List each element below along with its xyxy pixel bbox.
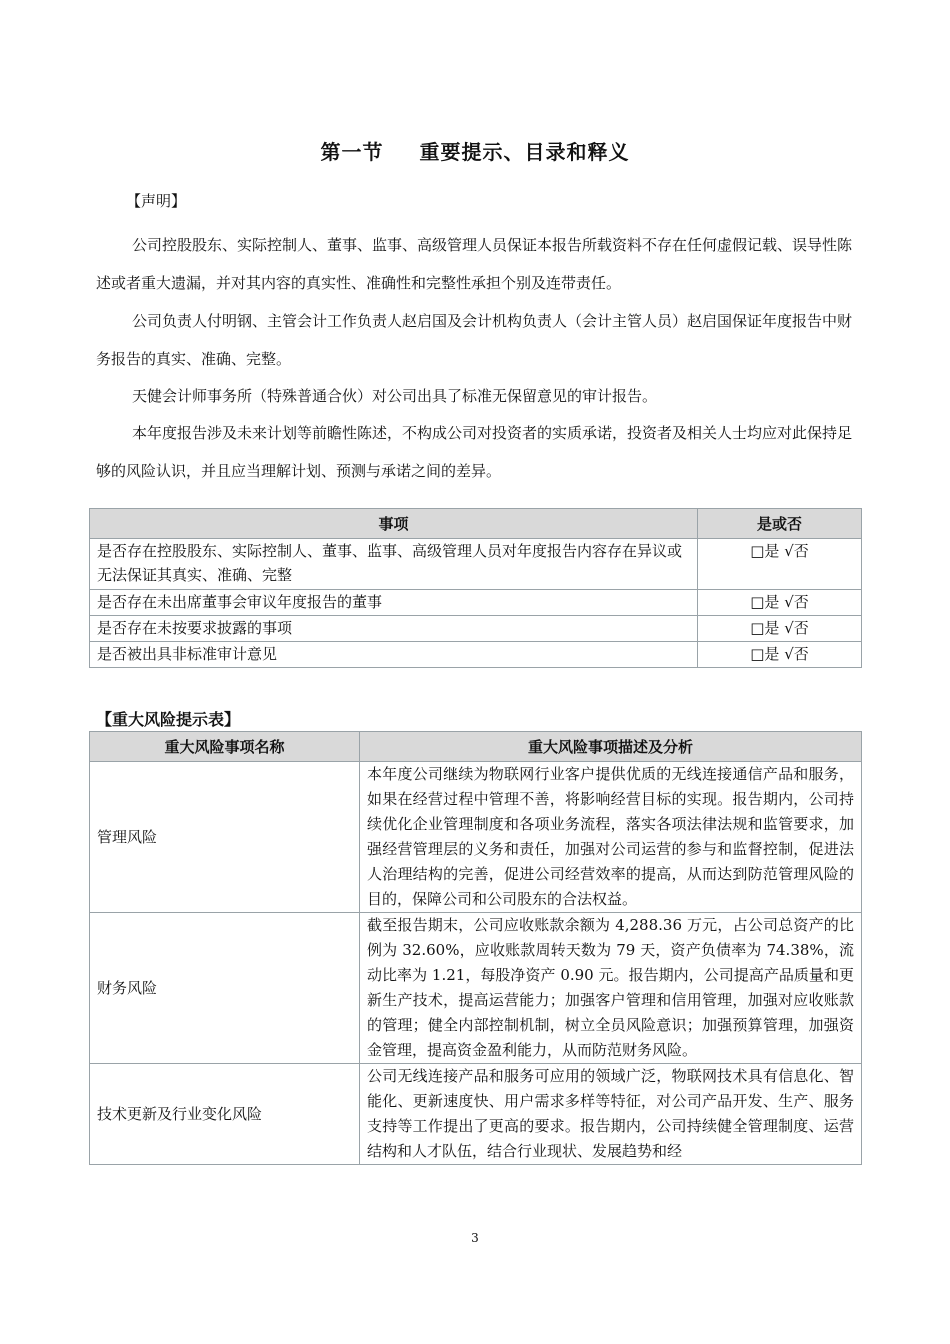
page-number: 3 bbox=[471, 1231, 479, 1245]
matter-answer: □是 √否 bbox=[698, 642, 862, 668]
matter-item: 是否存在未出席董事会审议年度报告的董事 bbox=[90, 590, 698, 616]
table-row bbox=[90, 590, 862, 616]
matter-item: 是否存在控股股东、实际控制人、董事、监事、高级管理人员对年度报告内容存在异议或无法保证其真实、准确、完整 bbox=[90, 539, 698, 590]
table-header-row bbox=[90, 509, 862, 539]
table-row bbox=[90, 539, 862, 590]
table-row bbox=[90, 913, 862, 1064]
risk-description: 截至报告期末，公司应收账款余额为 4,288.36 万元，占公司总资产的比例为 32.60%，应收账款周转天数为 79 天，资产负债率为 74.38%，流动比率为 1.21，每股净资产 0.90 元。报告期内，公司提高产品质量和更新生产技术，提高运营能力；加强客户管理和信用管理，加强对应收账款的管理；健全内部控制机制，树立全员风险意识；加强预算管理，加强资金管理，提高资金盈利能力，从而防范财务风险。 bbox=[360, 913, 862, 1064]
table-row bbox=[90, 762, 862, 913]
table-row bbox=[90, 1064, 862, 1165]
risk-table-title: 【重大风险提示表】 bbox=[96, 710, 241, 729]
risk-name: 管理风险 bbox=[90, 762, 360, 913]
table-row bbox=[90, 616, 862, 642]
section-heading: 重要提示、目录和释义 bbox=[419, 140, 630, 164]
statement-paragraph: 公司控股股东、实际控制人、董事、监事、高级管理人员保证本报告所载资料不存在任何虚假记载、误导性陈述或者重大遗漏，并对其内容的真实性、准确性和完整性承担个别及连带责任。 bbox=[96, 236, 853, 292]
header-risk-desc: 重大风险事项描述及分析 bbox=[360, 732, 862, 762]
declaration-label: 【声明】 bbox=[126, 192, 187, 210]
risk-description: 公司无线连接产品和服务可应用的领域广泛，物联网技术具有信息化、智能化、更新速度快、用户需求多样等特征，对公司产品开发、生产、服务支持等工作提出了更高的要求。报告期内，公司持续健全管理制度、运营结构和人才队伍，结合行业现状、发展趋势和经 bbox=[360, 1064, 862, 1165]
matter-answer: □是 √否 bbox=[698, 616, 862, 642]
statement-paragraph: 天健会计师事务所（特殊普通合伙）对公司出具了标准无保留意见的审计报告。 bbox=[132, 387, 658, 405]
header-answer: 是或否 bbox=[698, 509, 862, 539]
matter-item: 是否被出具非标准审计意见 bbox=[90, 642, 698, 668]
statement-paragraph: 公司负责人付明钢、主管会计工作负责人赵启国及会计机构负责人（会计主管人员）赵启国保证年度报告中财务报告的真实、准确、完整。 bbox=[96, 312, 853, 368]
table-header-row bbox=[90, 732, 862, 762]
matters-table bbox=[89, 508, 862, 668]
header-item: 事项 bbox=[90, 509, 698, 539]
matter-answer: □是 √否 bbox=[698, 539, 862, 590]
statement-paragraph: 本年度报告涉及未来计划等前瞻性陈述，不构成公司对投资者的实质承诺，投资者及相关人士均应对此保持足够的风险认识，并且应当理解计划、预测与承诺之间的差异。 bbox=[96, 424, 853, 480]
risk-name: 财务风险 bbox=[90, 913, 360, 1064]
table-row bbox=[90, 642, 862, 668]
section-number: 第一节 bbox=[320, 140, 384, 164]
matter-answer: □是 √否 bbox=[698, 590, 862, 616]
matter-item: 是否存在未按要求披露的事项 bbox=[90, 616, 698, 642]
risk-name: 技术更新及行业变化风险 bbox=[90, 1064, 360, 1165]
risk-description: 本年度公司继续为物联网行业客户提供优质的无线连接通信产品和服务，如果在经营过程中管理不善，将影响经营目标的实现。报告期内，公司持续优化企业管理制度和各项业务流程，落实各项法律法规和监管要求，加强经营管理层的义务和责任，加强对公司运营的参与和监督控制，促进法人治理结构的完善，促进公司经营效率的提高，从而达到防范管理风险的目的，保障公司和公司股东的合法权益。 bbox=[360, 762, 862, 913]
header-risk-name: 重大风险事项名称 bbox=[90, 732, 360, 762]
section-title bbox=[0, 136, 950, 165]
risk-table bbox=[89, 731, 862, 1165]
